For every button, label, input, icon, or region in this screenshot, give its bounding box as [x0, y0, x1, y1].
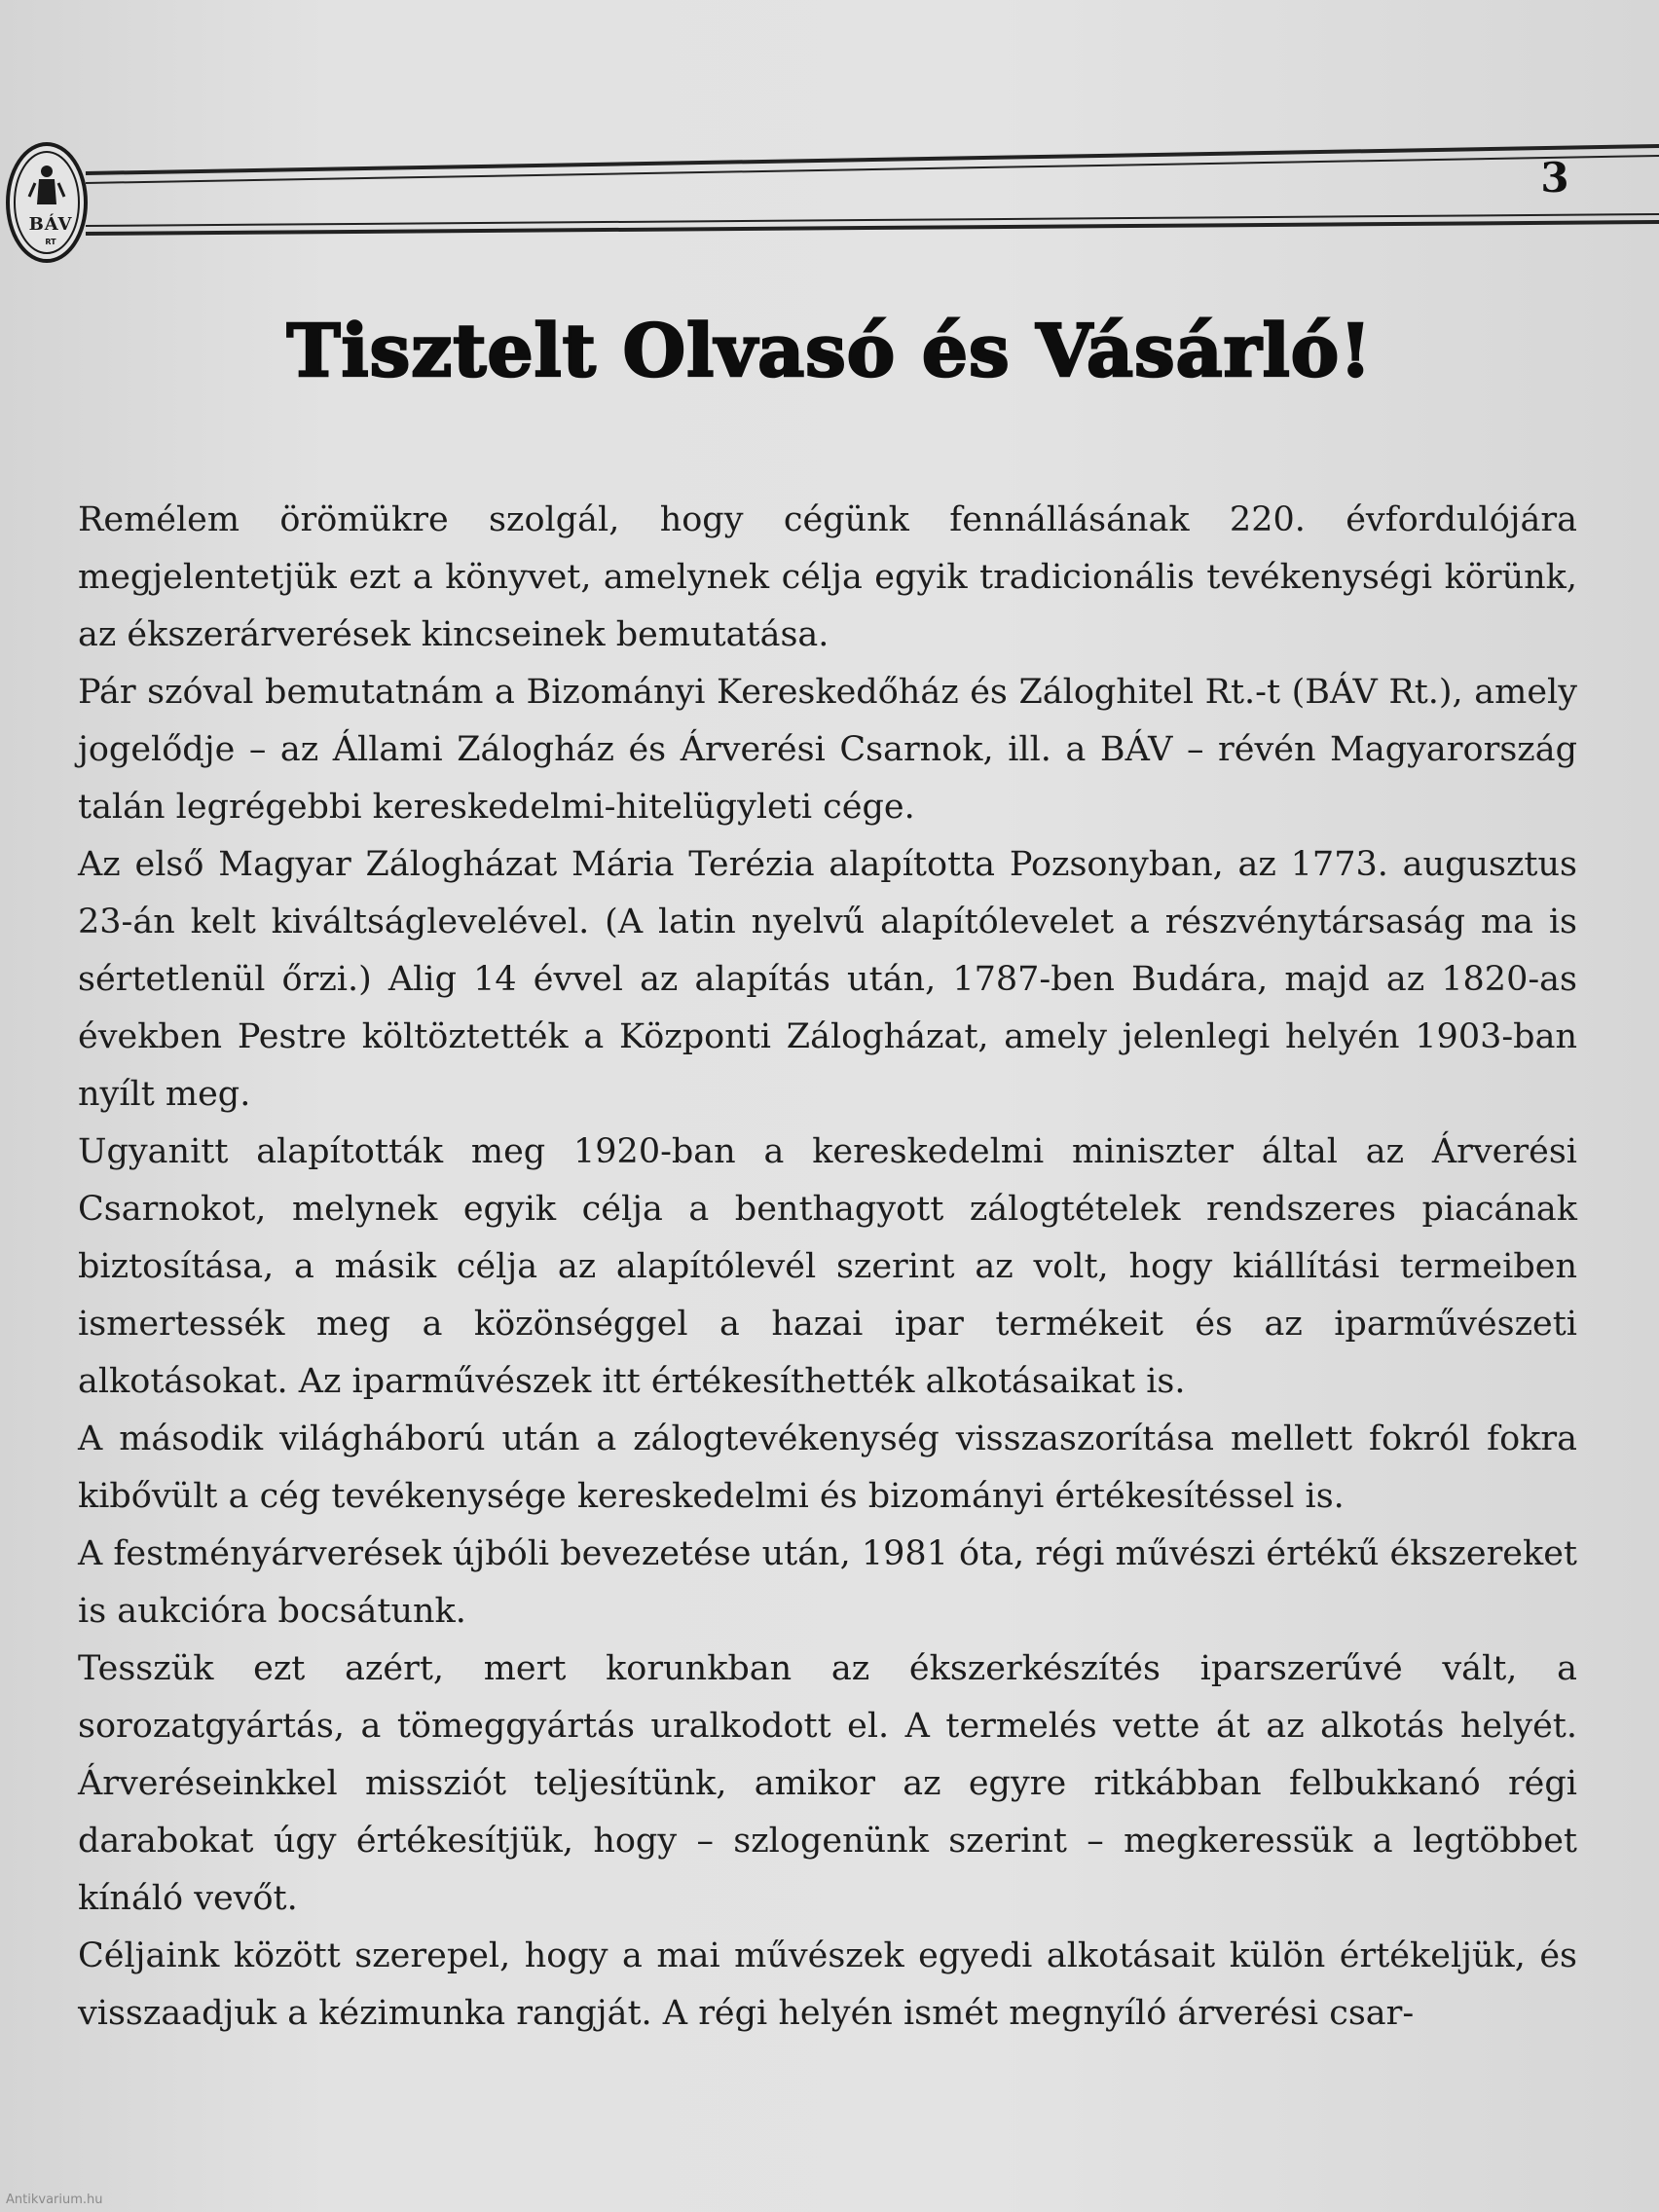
body-text	[78, 492, 1577, 2043]
paragraph: A második világháború után a zálogtevékenység visszaszorítása mellett fokról fokra kibővült a cég tevékenysége kereskedelmi és bizományi értékesítéssel is.	[78, 1419, 1577, 1516]
paragraph: Pár szóval bemutatnám a Bizományi Kereskedőház és Záloghitel Rt.-t (BÁV Rt.), amely jogelődje – az Állami Zálogház és Árverési Csarnok, ill. a BÁV – révén Magyarország talán legrégebbi kereskedelmi-hitelügyleti cége.	[78, 673, 1577, 827]
paragraph: Ugyanitt alapították meg 1920-ban a kereskedelmi miniszter által az Árverési Csarnokot, melynek egyik célja a benthagyott zálogtételek rendszeres piacának biztosítása, a másik célja az alapítólevél szerint az volt, hogy kiállítási termeiben ismertessék meg a közönséggel a hazai ipar termékeit és az iparművészeti alkotásokat. Az iparművészek itt értékesíthették alkotásaikat is.	[78, 1132, 1577, 1401]
paragraph: A festményárverések újbóli bevezetése után, 1981 óta, régi művészi értékű ékszereket is aukcióra bocsátunk.	[78, 1534, 1577, 1631]
watermark: Antikvarium.hu	[6, 2193, 103, 2207]
paragraph: Tesszük ezt azért, mert korunkban az ékszerkészítés iparszerűvé vált, a sorozatgyártás, a tömeggyártás uralkodott el. A termelés vette át az alkotás helyét. Árveréseinkkel missziót teljesítünk, amikor az egyre ritkábban felbukkanó régi darabokat úgy értékesítjük, hogy – szlogenünk szerint – megkeressük a legtöbbet kínáló vevőt.	[78, 1649, 1577, 1918]
header-rules	[0, 136, 1659, 273]
logo-sub-label: RT	[45, 238, 56, 246]
paragraph: Remélem örömükre szolgál, hogy cégünk fennállásának 220. évfordulójára megjelentetjük ezt a könyvet, amelynek célja egyik tradicionális tevékenységi körünk, az ékszerárverések kincseinek bemutatása.	[78, 500, 1577, 654]
page-title: Tisztelt Olvasó és Vásárló!	[286, 310, 1373, 393]
page-number: 3	[1540, 154, 1569, 202]
paragraph: Az első Magyar Zálogházat Mária Terézia alapította Pozsonyban, az 1773. augusztus 23-án kelt kiváltságlevelével. (A latin nyelvű alapítólevelet a részvénytársaság ma is sértetlenül őrzi.) Alig 14 évvel az alapítás után, 1787-ben Budára, majd az 1820-as években Pestre költöztették a Központi Zálogházat, amely jelenlegi helyén 1903-ban nyílt meg.	[78, 845, 1577, 1114]
page-header	[0, 136, 1659, 273]
logo-figure-icon	[41, 166, 53, 177]
paragraph: Céljaink között szerepel, hogy a mai művészek egyedi alkotásait külön értékeljük, és visszaadjuk a kézimunka rangját. A régi helyén ismét megnyíló árverési csar-	[78, 1936, 1577, 2033]
logo-label: BÁV	[28, 214, 73, 235]
